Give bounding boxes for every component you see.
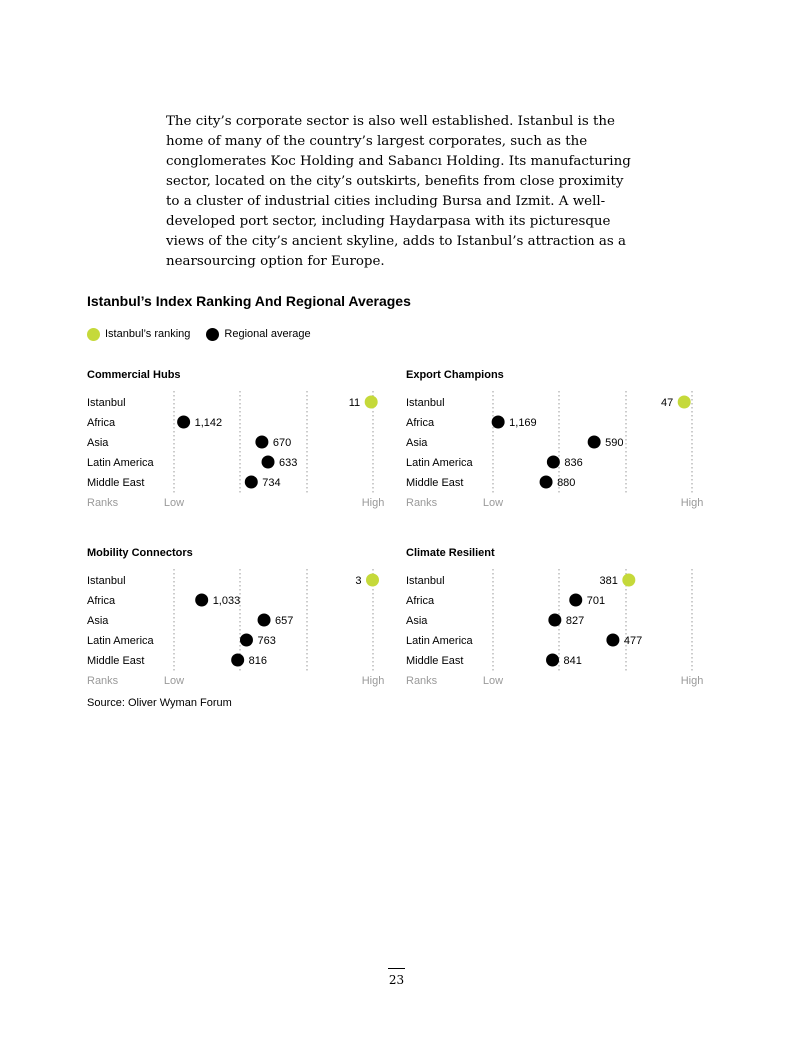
export-champions-dot-istanbul — [678, 396, 691, 409]
legend-dot-istanbul — [87, 328, 100, 341]
export-champions-value-africa: 1,169 — [509, 417, 537, 429]
commercial-hubs-dot-middle-east — [245, 476, 258, 489]
climate-resilient-title: Climate Resilient — [406, 547, 495, 559]
commercial-hubs-row-label-latin-america: Latin America — [87, 457, 154, 469]
climate-resilient-dot-middle-east — [546, 654, 559, 667]
mobility-connectors-value-istanbul: 3 — [355, 575, 362, 587]
climate-resilient-value-latin-america: 477 — [623, 635, 643, 647]
legend-label-istanbul: Istanbul’s ranking — [105, 328, 191, 340]
export-champions-row-label-asia: Asia — [406, 437, 428, 449]
mobility-connectors-low-label: Low — [163, 675, 185, 687]
commercial-hubs-value-middle-east: 734 — [262, 477, 281, 489]
climate-resilient-axis-label: Ranks — [406, 675, 438, 687]
mobility-connectors-dot-middle-east — [231, 654, 244, 667]
climate-resilient-dot-istanbul — [622, 574, 635, 587]
commercial-hubs-dot-latin-america — [262, 456, 275, 469]
legend-item-regional — [206, 328, 310, 341]
commercial-hubs-value-latin-america: 633 — [279, 457, 298, 469]
page-number: 23 — [388, 968, 405, 987]
commercial-hubs-high-label: High — [361, 497, 385, 509]
climate-resilient-value-africa: 701 — [586, 595, 606, 607]
commercial-hubs-value-asia: 670 — [272, 437, 292, 449]
climate-resilient-dot-asia — [548, 614, 561, 627]
climate-resilient-row-label-middle-east: Middle East — [406, 655, 464, 667]
export-champions-value-latin-america: 836 — [564, 457, 583, 469]
mobility-connectors-row-label-africa: Africa — [87, 595, 116, 607]
export-champions-axis-label: Ranks — [406, 497, 438, 509]
mobility-connectors-value-africa: 1,033 — [212, 595, 241, 607]
body-paragraph: The city’s corporate sector is also well established. Istanbul is the home of many of the country’s largest corporates, such as the conglomerates Koc Holding and Sabancı Holding. Its manufacturing sector, located on the city’s outskirts, benefits from close proximity to a cluster of industrial cities including Bursa and Izmit. A well-developed port sector, including Haydarpasa with its picturesque views of the city’s ancient skyline, adds to Istanbul’s attraction as a nearsourcing option for Europe. — [166, 114, 631, 269]
dot-plot-charts — [0, 360, 793, 696]
mobility-connectors-value-asia: 657 — [275, 615, 294, 627]
figure-title: Istanbul’s Index Ranking And Regional Averages — [87, 293, 411, 309]
commercial-hubs-low-label: Low — [163, 497, 185, 509]
charts-area — [0, 360, 793, 696]
climate-resilient-value-middle-east: 841 — [563, 655, 582, 667]
climate-resilient-row-label-asia: Asia — [406, 615, 428, 627]
commercial-hubs-axis-label: Ranks — [87, 497, 119, 509]
mobility-connectors-row-label-latin-america: Latin America — [87, 635, 154, 647]
climate-resilient-value-istanbul: 381 — [599, 575, 618, 587]
export-champions-row-label-istanbul: Istanbul — [406, 397, 445, 409]
legend — [87, 326, 327, 342]
export-champions-title: Export Champions — [406, 369, 504, 381]
legend-label-regional: Regional average — [224, 328, 311, 340]
export-champions-row-label-middle-east: Middle East — [406, 477, 464, 489]
export-champions-dot-africa — [492, 416, 505, 429]
export-champions-value-istanbul: 47 — [660, 397, 674, 409]
commercial-hubs-row-label-istanbul: Istanbul — [87, 397, 126, 409]
commercial-hubs-dot-asia — [255, 436, 268, 449]
mobility-connectors-row-label-asia: Asia — [87, 615, 109, 627]
export-champions-dot-middle-east — [540, 476, 553, 489]
commercial-hubs-row-label-asia: Asia — [87, 437, 109, 449]
commercial-hubs-row-label-africa: Africa — [87, 417, 116, 429]
climate-resilient-dot-africa — [569, 594, 582, 607]
mobility-connectors-dot-istanbul — [366, 574, 379, 587]
source-note: Source: Oliver Wyman Forum — [87, 697, 232, 709]
commercial-hubs-value-africa: 1,142 — [194, 417, 223, 429]
export-champions-low-label: Low — [482, 497, 504, 509]
climate-resilient-row-label-latin-america: Latin America — [406, 635, 473, 647]
export-champions-value-middle-east: 880 — [557, 477, 576, 489]
mobility-connectors-title: Mobility Connectors — [87, 547, 193, 559]
mobility-connectors-dot-africa — [195, 594, 208, 607]
export-champions-row-label-africa: Africa — [406, 417, 435, 429]
export-champions-high-label: High — [680, 497, 704, 509]
mobility-connectors-value-latin-america: 763 — [257, 635, 276, 647]
mobility-connectors-high-label: High — [361, 675, 385, 687]
commercial-hubs-row-label-middle-east: Middle East — [87, 477, 145, 489]
commercial-hubs-dot-africa — [177, 416, 190, 429]
export-champions-value-asia: 590 — [605, 437, 624, 449]
climate-resilient-low-label: Low — [482, 675, 504, 687]
export-champions-row-label-latin-america: Latin America — [406, 457, 473, 469]
climate-resilient-high-label: High — [680, 675, 704, 687]
climate-resilient-value-asia: 827 — [565, 615, 585, 627]
commercial-hubs-value-istanbul: 11 — [348, 397, 361, 409]
climate-resilient-row-label-istanbul: Istanbul — [406, 575, 445, 587]
legend-dot-regional — [206, 328, 219, 341]
mobility-connectors-row-label-middle-east: Middle East — [87, 655, 145, 667]
commercial-hubs-dot-istanbul — [365, 396, 378, 409]
climate-resilient-row-label-africa: Africa — [406, 595, 435, 607]
climate-resilient-dot-latin-america — [606, 634, 619, 647]
mobility-connectors-dot-asia — [258, 614, 271, 627]
mobility-connectors-value-middle-east: 816 — [248, 655, 268, 667]
export-champions-dot-latin-america — [547, 456, 560, 469]
export-champions-dot-asia — [588, 436, 601, 449]
legend-item-istanbul — [87, 328, 190, 341]
commercial-hubs-title: Commercial Hubs — [87, 369, 181, 381]
mobility-connectors-dot-latin-america — [240, 634, 253, 647]
mobility-connectors-axis-label: Ranks — [87, 675, 119, 687]
mobility-connectors-row-label-istanbul: Istanbul — [87, 575, 126, 587]
